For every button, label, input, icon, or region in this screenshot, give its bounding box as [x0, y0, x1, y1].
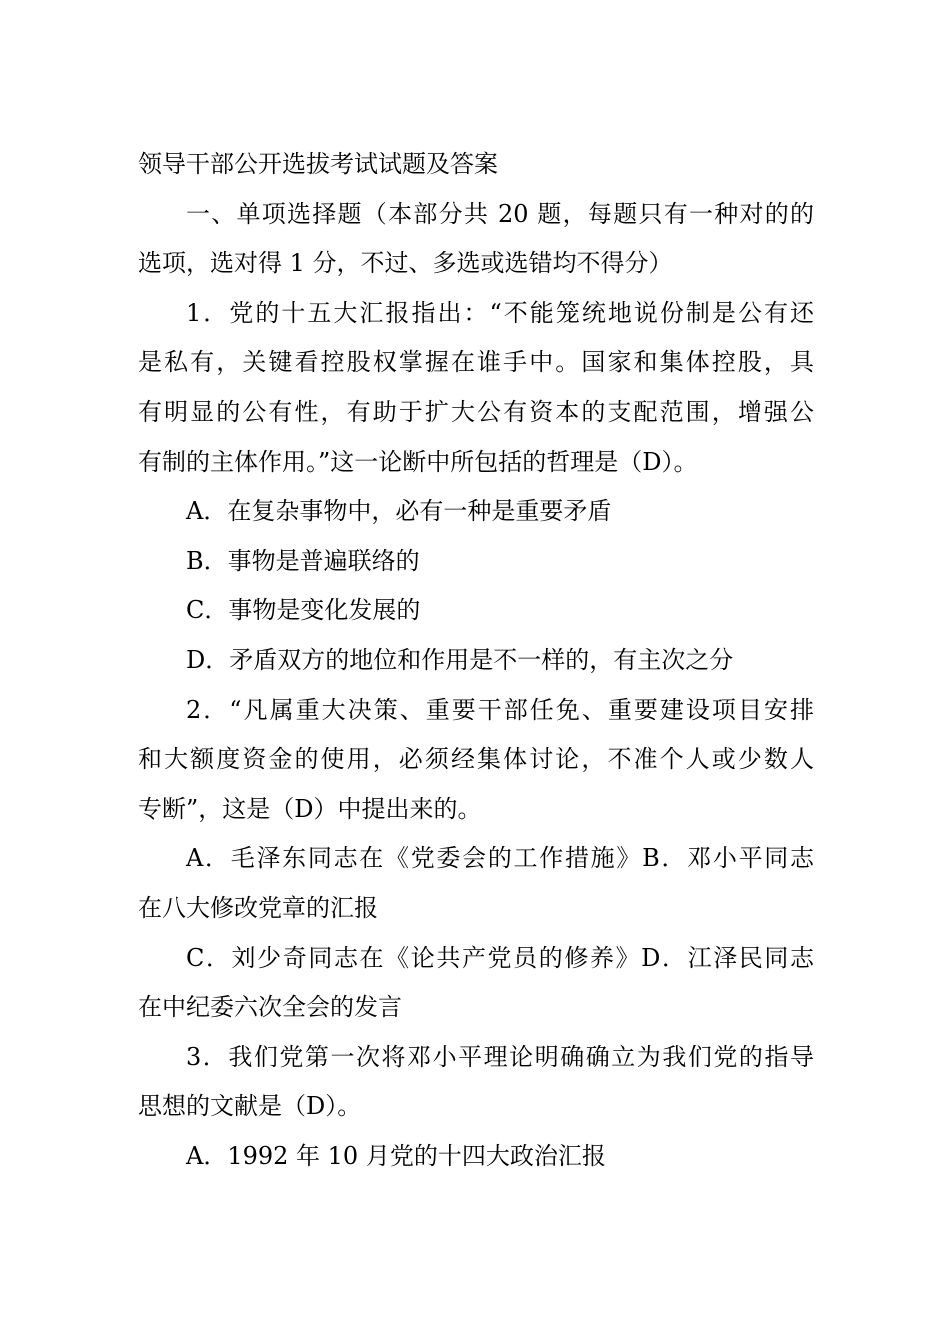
question-1-line-3: 有明显的公有性，有助于扩大公有资本的支配范围，增强公 [138, 397, 814, 426]
question-1-line-4: 有制的主体作用。”这一论断中所包括的哲理是（D）。 [138, 447, 698, 476]
question-3-line-2: 思想的文献是（D）。 [138, 1092, 362, 1121]
question-2-line-2: 和大额度资金的使用，必须经集体讨论，不准个人或少数人 [138, 745, 814, 774]
section-heading-line-2: 选项，选对得 1 分，不过、多选或选错均不得分） [138, 249, 673, 278]
question-1-option-b: B．事物是普遍联络的 [186, 546, 420, 575]
section-heading-line-1: 一、单项选择题（本部分共 20 题，每题只有一种对的的 [186, 199, 814, 228]
question-2-line-1: 2．“凡属重大决策、重要干部任免、重要建设项目安排 [186, 695, 814, 724]
question-1-option-d: D．矛盾双方的地位和作用是不一样的，有主次之分 [186, 645, 734, 674]
question-3-line-1: 3．我们党第一次将邓小平理论明确确立为我们党的指导 [186, 1042, 814, 1071]
question-2-options-cd-line-2: 在中纪委六次全会的发言 [138, 993, 402, 1022]
question-2-options-ab-line-2: 在八大修改党章的汇报 [138, 893, 378, 922]
question-1-line-2: 是私有，关键看控股权掌握在谁手中。国家和集体控股，具 [138, 348, 814, 377]
question-1-option-c: C．事物是变化发展的 [186, 596, 421, 625]
question-3-option-a: A．1992 年 10 月党的十四大政治汇报 [186, 1141, 606, 1170]
document-title: 领导干部公开选拔考试试题及答案 [138, 150, 498, 178]
question-2-options-cd-line-1: C．刘少奇同志在《论共产党员的修养》D．江泽民同志 [186, 943, 814, 972]
question-1-line-1: 1．党的十五大汇报指出：“不能笼统地说份制是公有还 [186, 298, 814, 327]
question-2-options-ab-line-1: A．毛泽东同志在《党委会的工作措施》B．邓小平同志 [186, 844, 814, 873]
question-2-line-3: 专断”，这是（D）中提出来的。 [138, 794, 482, 823]
document-body [138, 140, 814, 1181]
question-1-option-a: A．在复杂事物中，必有一种是重要矛盾 [186, 497, 612, 526]
